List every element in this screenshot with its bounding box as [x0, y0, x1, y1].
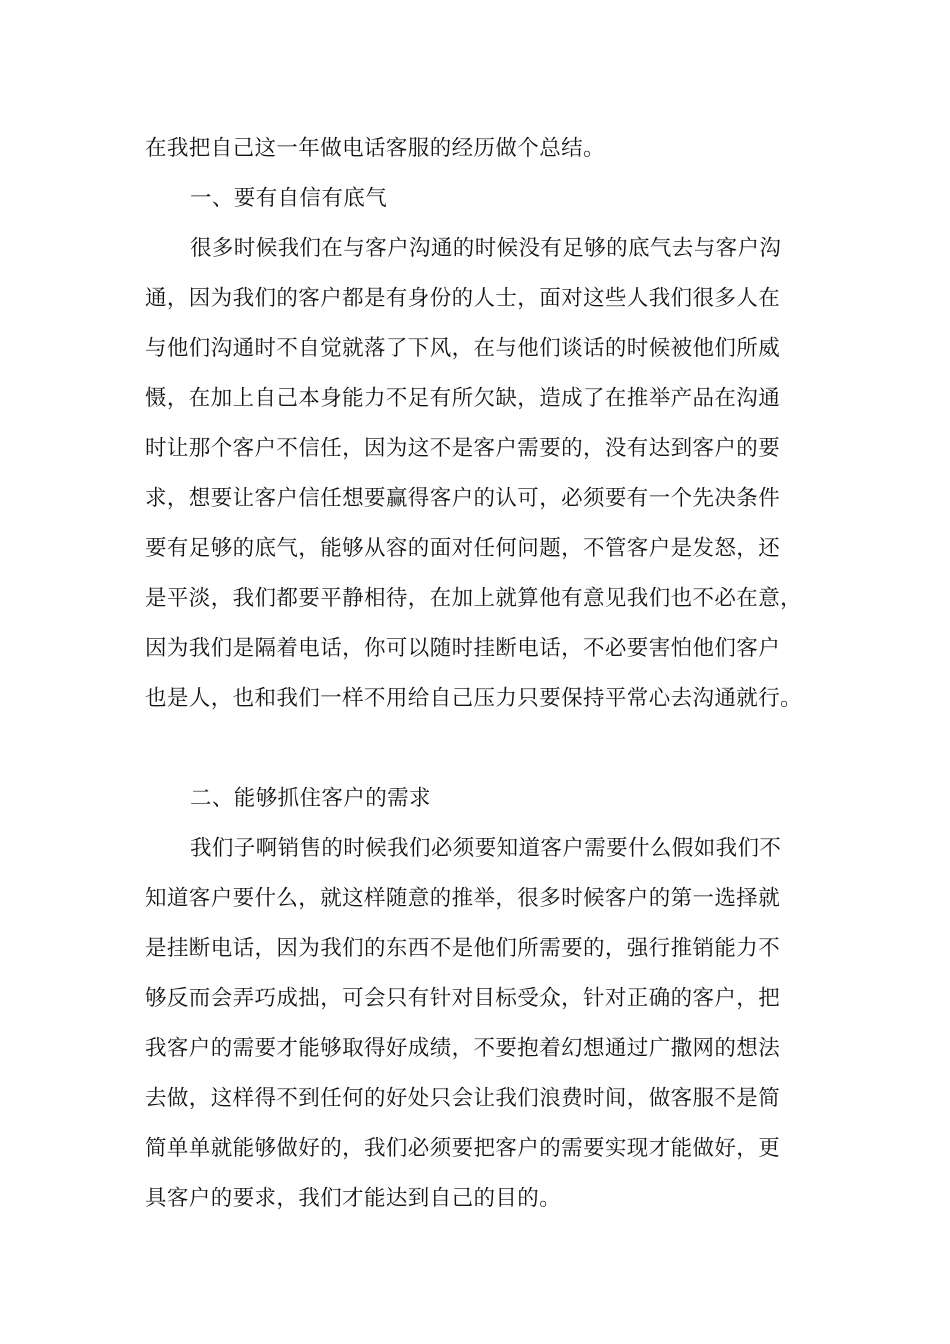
body-line: 去做，这样得不到任何的好处只会让我们浪费时间，做客服不是简 — [145, 1086, 781, 1111]
body-line: 具客户的要求，我们才能达到自己的目的。 — [145, 1186, 562, 1211]
body-line: 通，因为我们的客户都是有身份的人士，面对这些人我们很多人在 — [145, 286, 781, 311]
body-line: 要有足够的底气，能够从容的面对任何问题，不管客户是发怒，还 — [145, 536, 781, 561]
document-body — [145, 124, 825, 1224]
body-line: 简单单就能够做好的，我们必须要把客户的需要实现才能做好，更 — [145, 1136, 781, 1161]
body-line: 知道客户要什么，就这样随意的推举，很多时候客户的第一选择就 — [145, 886, 781, 911]
body-line: 我客户的需要才能够取得好成绩，不要抱着幻想通过广撒网的想法 — [145, 1036, 781, 1061]
body-line: 我们子啊销售的时候我们必须要知道客户需要什么假如我们不 — [190, 836, 782, 861]
body-line: 够反而会弄巧成拙，可会只有针对目标受众，针对正确的客户，把 — [145, 986, 781, 1011]
section-heading-needs: 二、能够抓住客户的需求 — [190, 786, 431, 811]
blank-line — [145, 724, 825, 774]
body-line: 是挂断电话，因为我们的东西不是他们所需要的，强行推销能力不 — [145, 936, 781, 961]
body-line: 是平淡，我们都要平静相待，在加上就算他有意见我们也不必在意， — [145, 586, 803, 611]
body-line: 与他们沟通时不自觉就落了下风，在与他们谈话的时候被他们所威 — [145, 336, 781, 361]
body-line: 在我把自己这一年做电话客服的经历做个总结。 — [145, 136, 605, 161]
section-heading-confidence: 一、要有自信有底气 — [190, 186, 388, 211]
body-line: 因为我们是隔着电话，你可以随时挂断电话，不必要害怕他们客户 — [145, 636, 781, 661]
body-line: 慑，在加上自己本身能力不足有所欠缺，造成了在推举产品在沟通 — [145, 386, 781, 411]
body-line: 很多时候我们在与客户沟通的时候没有足够的底气去与客户沟 — [190, 236, 782, 261]
body-line: 求，想要让客户信任想要赢得客户的认可，必须要有一个先决条件 — [145, 486, 781, 511]
body-line: 时让那个客户不信任，因为这不是客户需要的，没有达到客户的要 — [145, 436, 781, 461]
body-line: 也是人，也和我们一样不用给自己压力只要保持平常心去沟通就行。 — [145, 686, 803, 711]
